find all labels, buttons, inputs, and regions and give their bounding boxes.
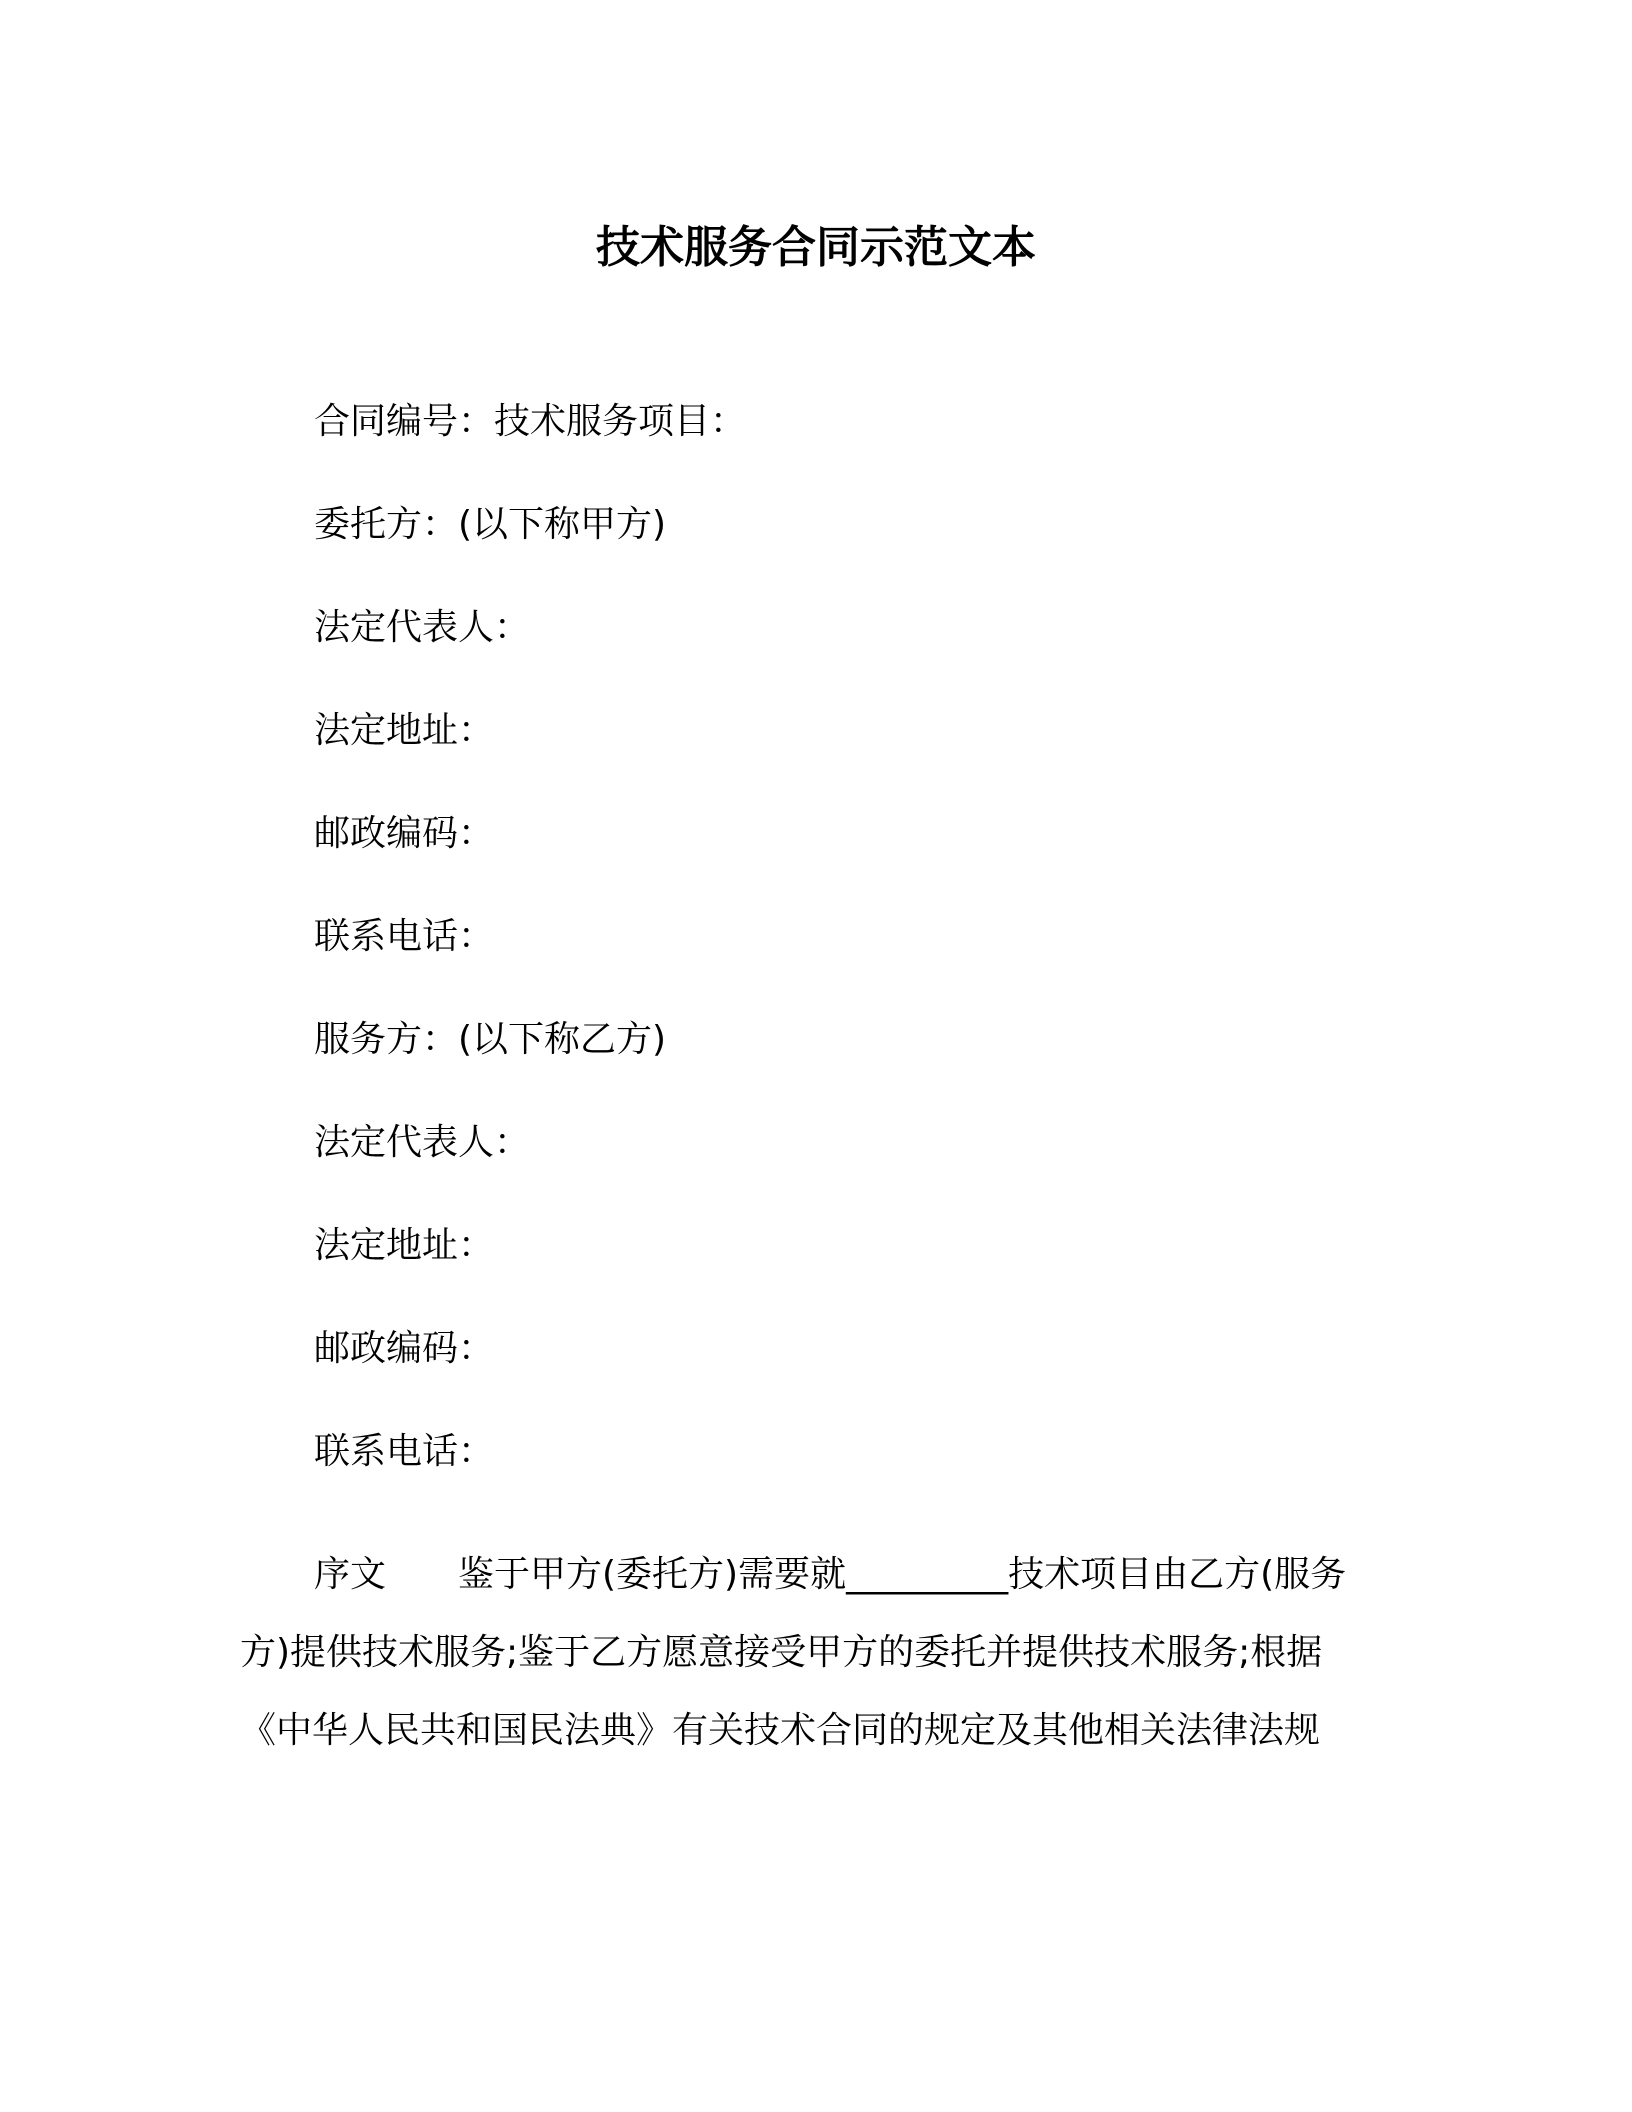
- field-provider-legal-representative: 法定代表人：: [314, 1122, 531, 1163]
- document-title: 技术服务合同示范文本: [596, 222, 1036, 273]
- preamble-line-1: [240, 1536, 1380, 1614]
- field-client: 委托方：(以下称甲方): [314, 504, 667, 545]
- preamble-text-1: 鉴于甲方(委托方)需要就_________技术项目由乙方(服务: [458, 1554, 1347, 1595]
- field-provider-phone: 联系电话：: [314, 1431, 495, 1472]
- field-client-postal-code: 邮政编码：: [314, 813, 495, 854]
- field-client-legal-address: 法定地址：: [314, 710, 495, 751]
- field-contract-number: 合同编号：技术服务项目：: [314, 401, 747, 442]
- field-client-legal-representative: 法定代表人：: [314, 607, 531, 648]
- preamble-paragraph: [240, 1536, 1380, 1770]
- preamble-line-2: 方)提供技术服务;鉴于乙方愿意接受甲方的委托并提供技术服务;根据: [240, 1632, 1323, 1673]
- field-provider-postal-code: 邮政编码：: [314, 1328, 495, 1369]
- field-client-phone: 联系电话：: [314, 916, 495, 957]
- field-provider: 服务方：(以下称乙方): [314, 1019, 667, 1060]
- field-provider-legal-address: 法定地址：: [314, 1225, 495, 1266]
- preamble-heading: 序文: [314, 1554, 387, 1595]
- preamble-line-3: 《中华人民共和国民法典》有关技术合同的规定及其他相关法律法规: [240, 1710, 1321, 1751]
